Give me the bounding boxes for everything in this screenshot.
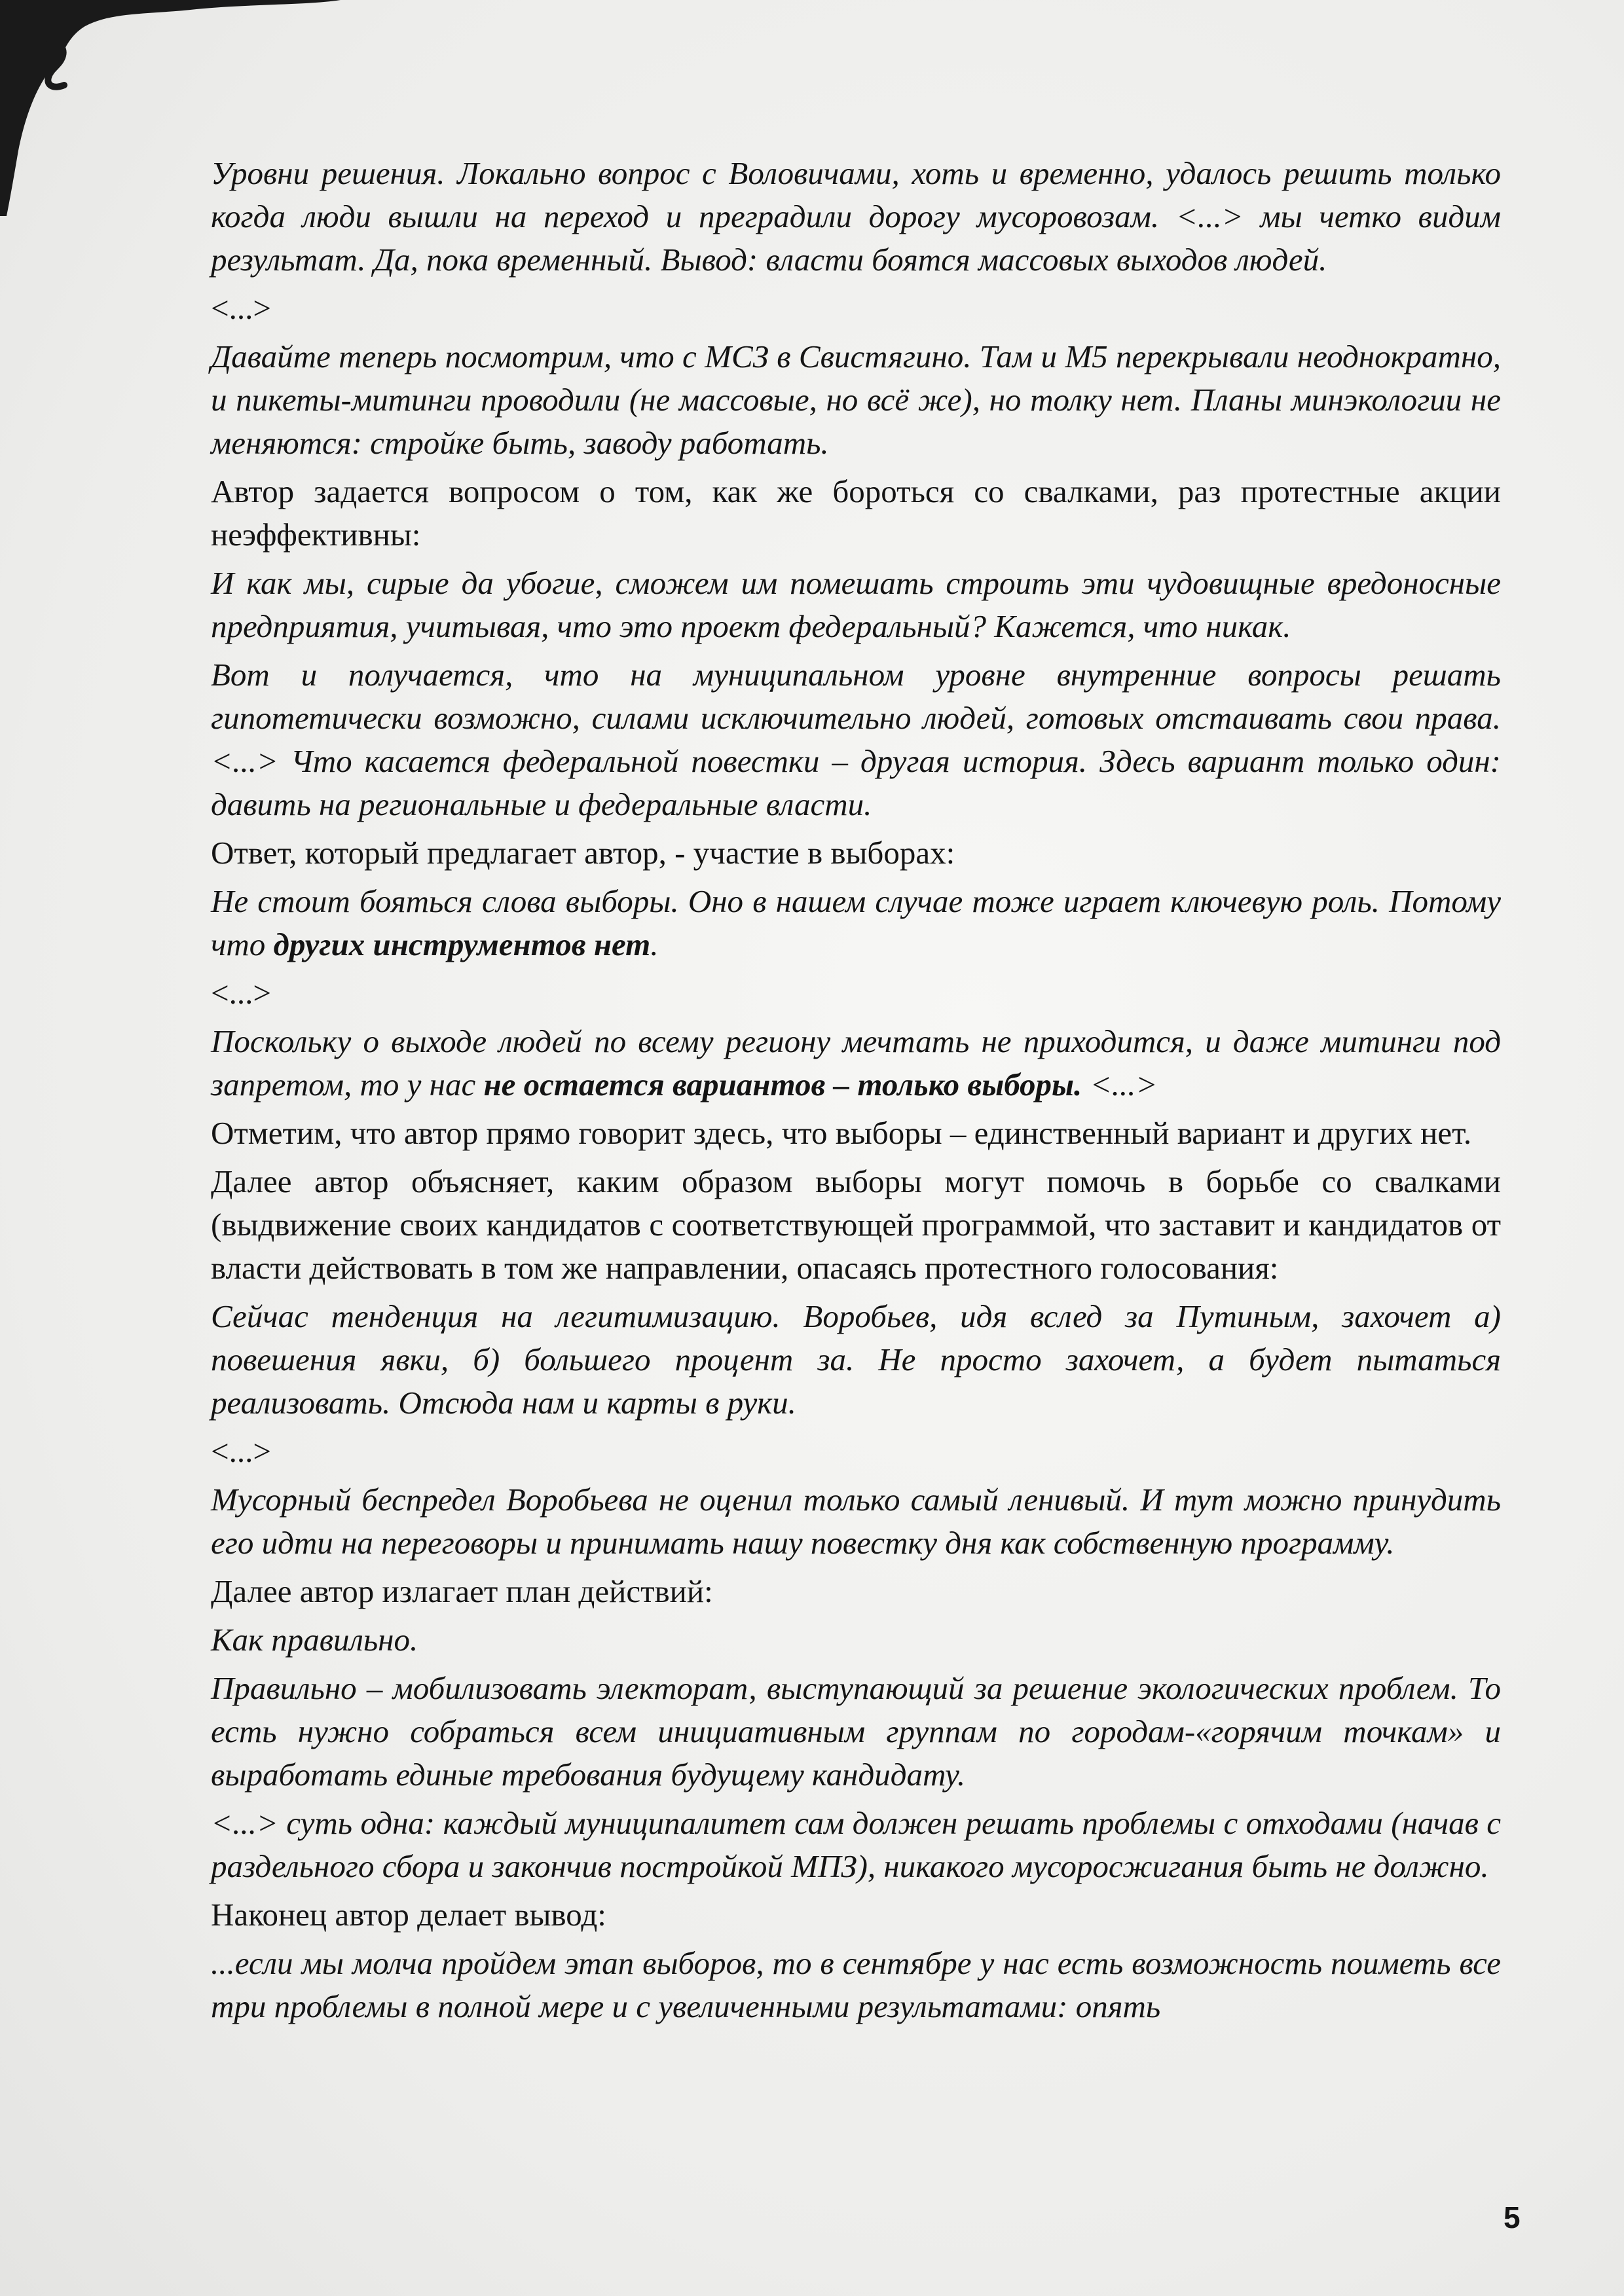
quote-text: Не стоит бояться слова выборы. Оно в нашем случае тоже играет ключевую роль. Потому что [211,883,1501,962]
quote-paragraph: Правильно – мобилизовать электорат, выступающий за решение экологических проблем. То есть нужно собраться всем инициативным группам по городам-«горячим точкам» и выработать единые требования будущему кандидату. [211,1670,1501,1793]
quote-paragraph: <...> суть одна: каждый муниципалитет сам должен решать проблемы с отходами (начав с раздельного сбора и закончив постройкой МПЗ), никакого мусоросжигания быть не должно. [211,1805,1501,1884]
quote-paragraph: Вот и получается, что на муниципальном уровне внутренние вопросы решать гипотетически возможно, силами исключительно людей, готовых отстаивать свои права. <...> Что касается федеральной повестки – другая история. Здесь вариант только один: давить на региональные и федеральные власти. [211,657,1501,822]
body-paragraph: Далее автор объясняет, каким образом выборы могут помочь в борьбе со свалками (выдвижение своих кандидатов с соответствующей программой, что заставит и кандидатов от власти действовать в том же направлении, опасаясь протестного голосования: [211,1163,1501,1286]
quote-paragraph: Мусорный беспредел Воробьева не оценил только самый ленивый. И тут можно принудить его идти на переговоры и принимать нашу повестку дня как собственную программу. [211,1482,1501,1561]
quote-text: . [650,926,659,962]
quote-paragraph: И как мы, сирые да убогие, сможем им помешать строить эти чудовищные вредоносные предприятия, учитывая, что это проект федеральный? Кажется, что никак. [211,565,1501,644]
page-number: 5 [1504,2200,1521,2234]
emphasis-text: не остается вариантов – только выборы. [483,1066,1082,1102]
quote-paragraph: Давайте теперь посмотрим, что с МСЗ в Свистягино. Там и М5 перекрывали неоднократно, и пикеты-митинги проводили (не массовые, но всё же), но толку нет. Планы минэкологии не меняются: стройке быть, заводу работать. [211,338,1501,461]
quote-text: Поскольку о выходе людей по всему региону мечтать не приходится, и даже митинги под запретом, то у нас [211,1023,1501,1102]
document-body [211,152,1501,2033]
ellipsis-marker: <...> [211,975,272,1011]
quote-text: <...> [1082,1066,1158,1102]
quote-paragraph: Уровни решения. Локально вопрос с Воловичами, хоть и временно, удалось решить только когда люди вышли на переход и преградили дорогу мусоровозам. <...> мы четко видим результат. Да, пока временный. Вывод: власти боятся массовых выходов людей. [211,155,1501,278]
quote-paragraph [211,1020,1501,1106]
emphasis-text: других инструментов нет [273,926,651,962]
body-paragraph: Отметим, что автор прямо говорит здесь, что выборы – единственный вариант и других нет. [211,1115,1472,1151]
quote-paragraph: Сейчас тенденция на легитимизацию. Воробьев, идя вслед за Путиным, захочет а) повешения явки, б) большего процент за. Не просто захочет, а будет пытаться реализовать. Отсюда нам и карты в руки. [211,1298,1501,1421]
body-paragraph: Автор задается вопросом о том, как же бороться со свалками, раз протестные акции неэффективны: [211,473,1501,553]
body-paragraph: Далее автор излагает план действий: [211,1573,713,1609]
quote-paragraph: ...если мы молча пройдем этап выборов, то в сентябре у нас есть возможность поиметь все три проблемы в полной мере и с увеличенными результатами: опять [211,1945,1501,2024]
body-paragraph: Ответ, который предлагает автор, - участие в выборах: [211,835,955,871]
quote-paragraph [211,880,1501,966]
ellipsis-marker: <...> [211,290,272,326]
body-paragraph: Наконец автор делает вывод: [211,1897,606,1933]
ellipsis-marker: <...> [211,1433,272,1469]
quote-paragraph: Как правильно. [211,1622,418,1658]
